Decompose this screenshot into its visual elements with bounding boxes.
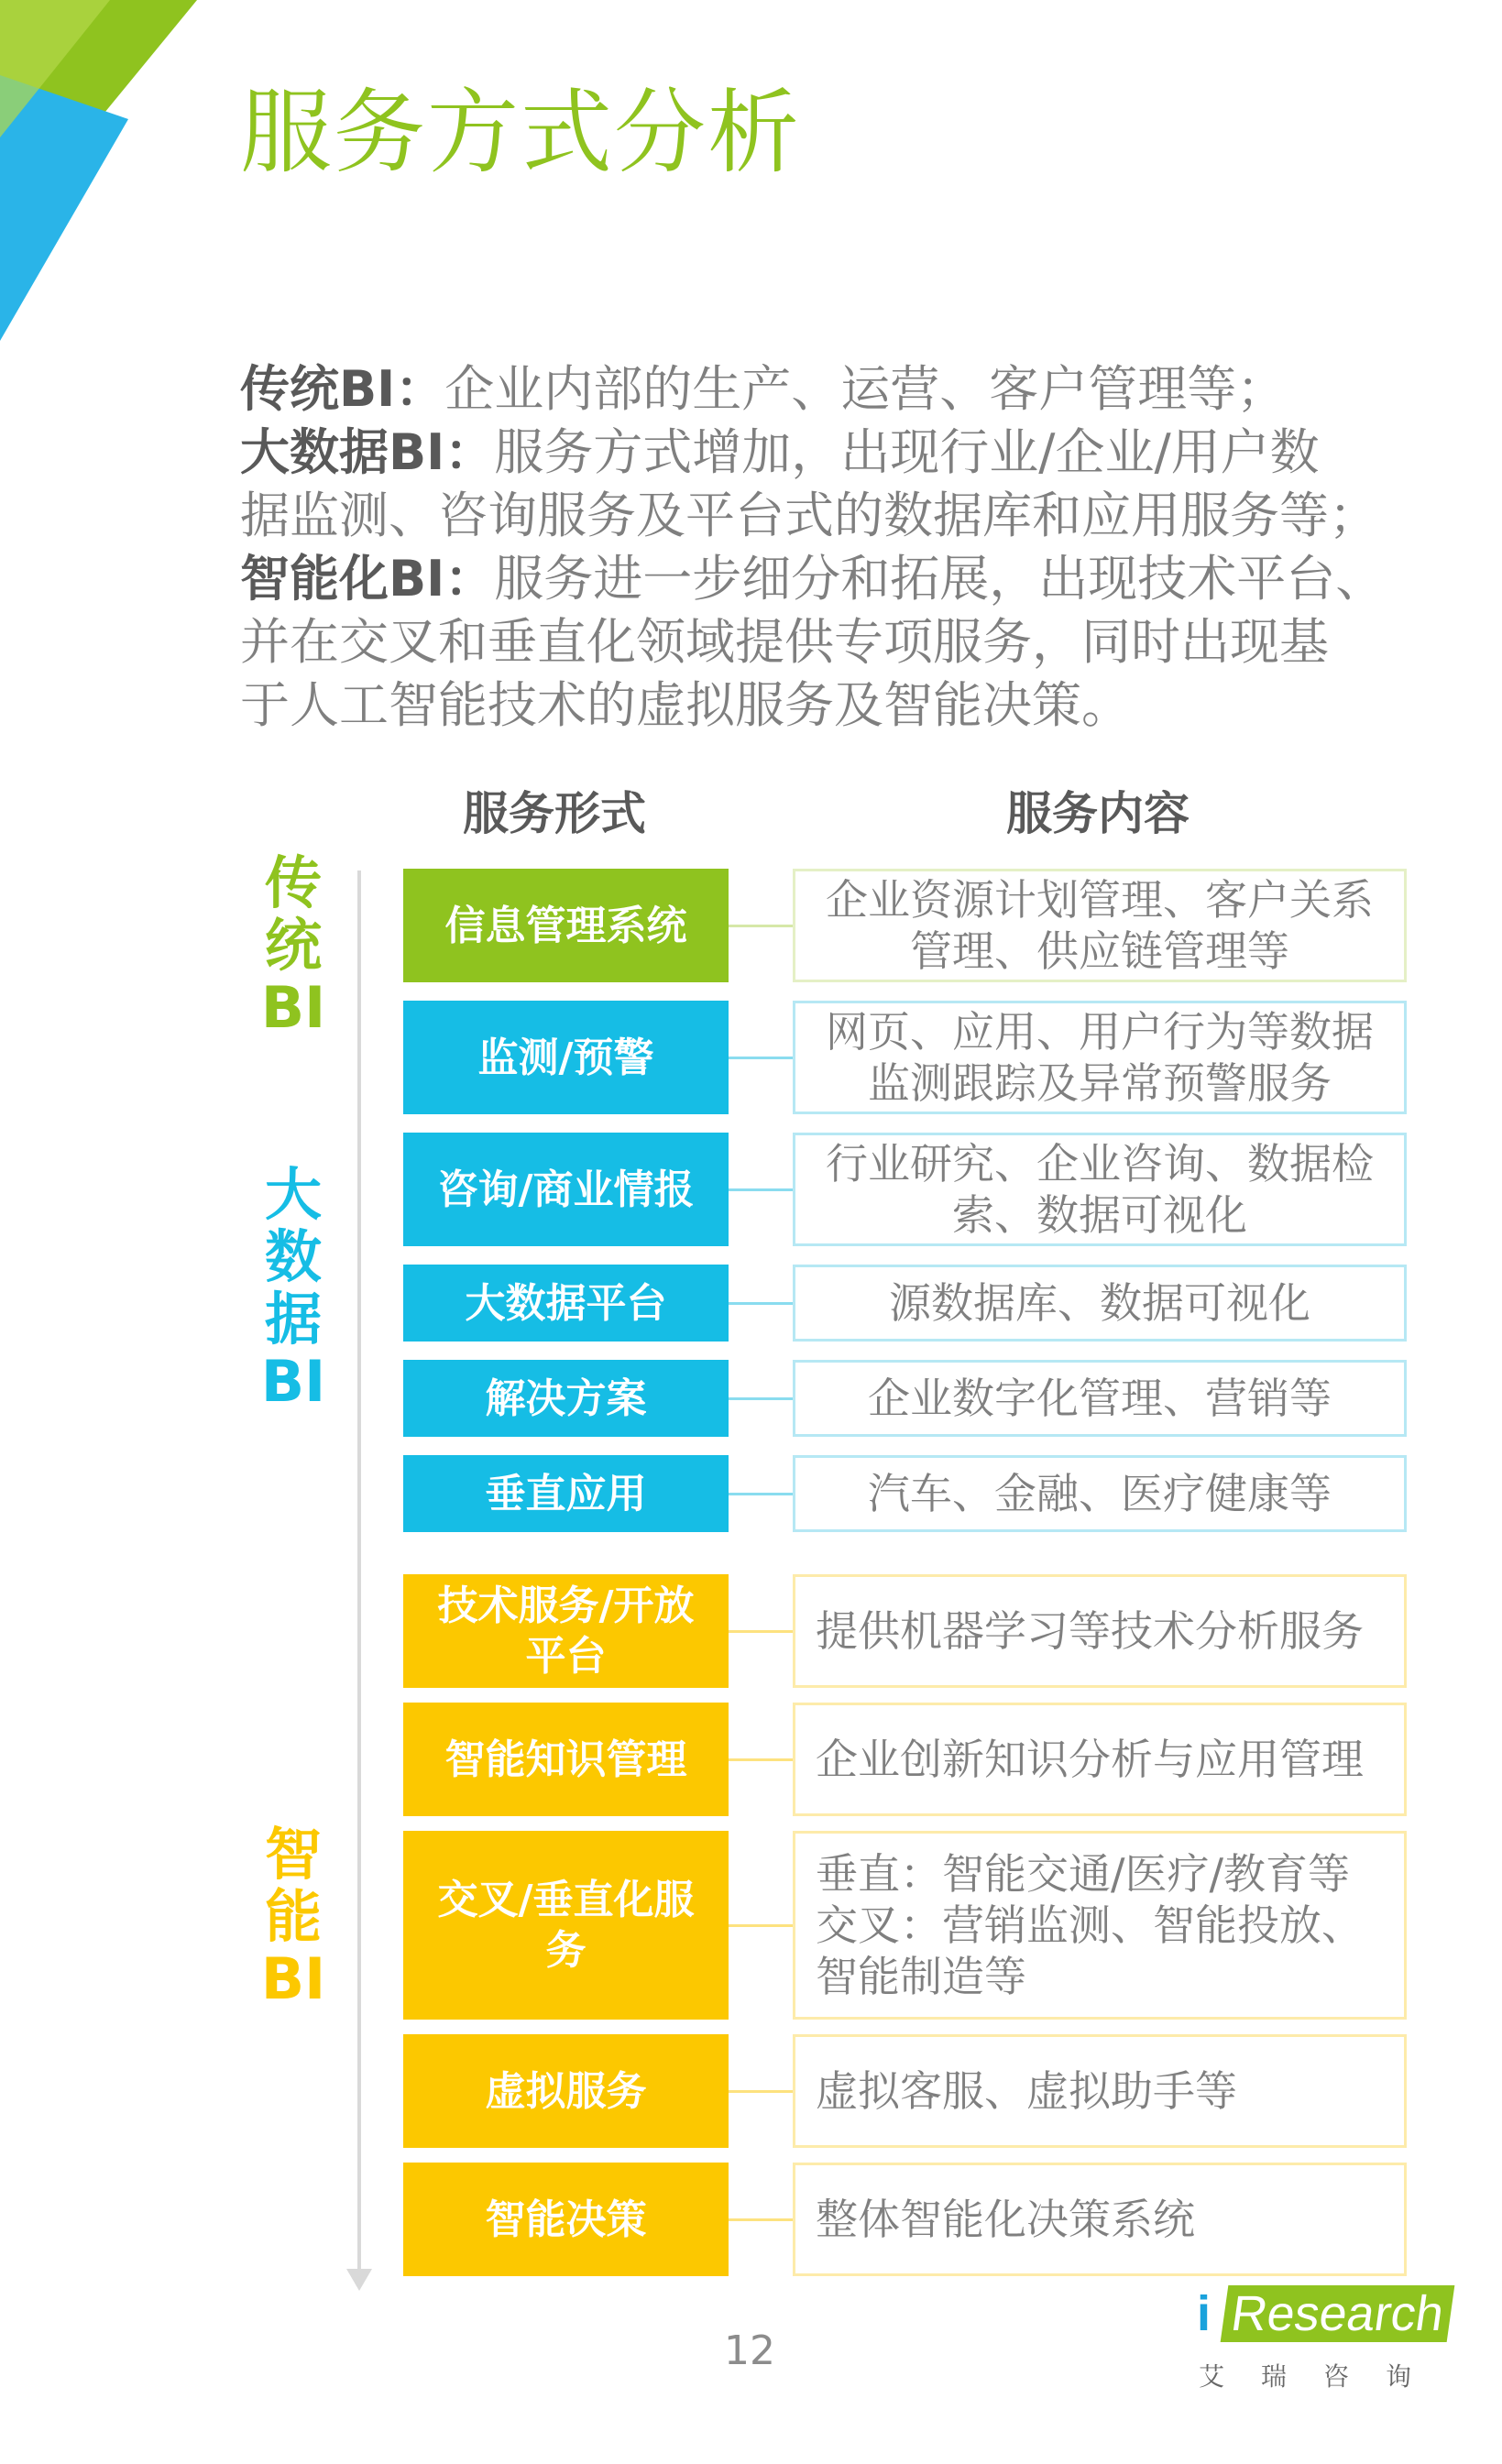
service-form-box (403, 1574, 729, 1688)
intro-bold-traditional: 传统BI： (240, 360, 445, 418)
service-content-box (793, 1455, 1407, 1532)
service-form-line: 交叉/垂直化服 (437, 1877, 695, 1923)
intro-bold-bigdata: 大数据BI： (240, 423, 495, 481)
logo-word: Research (1221, 2285, 1455, 2342)
service-content-box (793, 1133, 1407, 1246)
service-form-text (486, 1374, 647, 1424)
service-form-box (403, 1360, 729, 1437)
connector-line (729, 1057, 793, 1059)
service-content-text (816, 2065, 1237, 2117)
service-content-line: 整体智能化决策系统 (816, 2195, 1195, 2244)
service-content-text (826, 1006, 1374, 1109)
service-form-box (403, 1265, 729, 1342)
service-form-line: 解决方案 (485, 1374, 647, 1422)
service-form-line: 技术服务/开放 (437, 1582, 695, 1629)
service-form-line: 信息管理系统 (444, 902, 687, 949)
service-content-text (816, 1848, 1364, 2002)
service-form-box (403, 2034, 729, 2148)
service-content-box (793, 1001, 1407, 1114)
service-form-text (437, 1875, 694, 1976)
service-content-text (826, 1138, 1374, 1241)
service-content-text (816, 2194, 1195, 2245)
service-form-text (437, 1165, 694, 1215)
service-content-line: 行业研究、企业咨询、数据检 (826, 1139, 1374, 1188)
category-char: BI (260, 974, 326, 1041)
service-content-line: 源数据库、数据可视化 (889, 1278, 1310, 1328)
connector-line (729, 2090, 793, 2093)
connector-line (729, 925, 793, 927)
page-number: 12 (724, 2327, 775, 2374)
timeline-line (357, 871, 361, 2272)
service-content-line: 监测跟踪及异常预警服务 (868, 1058, 1332, 1108)
timeline-arrow-icon (346, 2269, 372, 2291)
category-char: 能 (264, 1883, 322, 1950)
page-title: 服务方式分析 (240, 79, 801, 186)
category-char: 统 (264, 912, 322, 979)
category-char: 据 (264, 1286, 322, 1352)
service-content-line: 网页、应用、用户行为等数据 (826, 1007, 1374, 1057)
service-form-line: 务 (545, 1927, 587, 1974)
service-content-line: 垂直：智能交通/医疗/教育等 (816, 1849, 1350, 1899)
service-content-line: 交叉：营销监测、智能投放、 (816, 1900, 1364, 1950)
service-form-line: 平台 (525, 1633, 607, 1680)
intro-line: 于人工智能技术的虚拟服务及智能决策。 (240, 676, 1131, 734)
service-form-line: 智能知识管理 (444, 1736, 687, 1783)
service-form-box (403, 1831, 729, 2020)
service-form-line: 大数据平台 (465, 1279, 667, 1327)
service-content-box (793, 869, 1407, 982)
category-char: 大 (264, 1161, 322, 1228)
service-content-line: 企业资源计划管理、客户关系 (826, 875, 1374, 925)
service-form-box (403, 1455, 729, 1532)
service-form-box (403, 1001, 729, 1114)
service-form-line: 监测/预警 (477, 1034, 654, 1081)
connector-line (729, 1397, 793, 1400)
connector-line (729, 2218, 793, 2221)
service-form-text (466, 1278, 667, 1329)
category-char: BI (260, 1348, 326, 1415)
connector-line (729, 1924, 793, 1927)
service-content-box (793, 1703, 1407, 1816)
service-form-line: 垂直应用 (485, 1470, 647, 1517)
category-intelligent-bi (252, 1823, 334, 2010)
logo-chinese-name: 艾瑞咨询 (1199, 2361, 1449, 2392)
header-service-content: 服务内容 (1006, 787, 1190, 840)
intro-text: 企业内部的生产、运营、客户管理等； (444, 360, 1287, 418)
service-form-box (403, 869, 729, 982)
category-traditional-bi (252, 849, 334, 1041)
connector-line (729, 1188, 793, 1191)
service-content-box (793, 1831, 1407, 2020)
intro-text: 服务方式增加，出现行业/企业/用户数 (494, 423, 1320, 481)
service-content-text (816, 1734, 1364, 1785)
category-char: BI (260, 1945, 326, 2012)
service-content-text (826, 874, 1374, 977)
service-form-text (445, 901, 687, 951)
connector-line (729, 1302, 793, 1305)
service-form-line: 咨询/商业情报 (437, 1166, 695, 1213)
service-form-text (486, 2195, 647, 2245)
intro-line (240, 421, 1450, 484)
header-service-form: 服务形式 (463, 787, 646, 840)
service-content-line: 索、数据可视化 (952, 1190, 1247, 1240)
intro-line: 据监测、咨询服务及平台式的数据库和应用服务等； (240, 487, 1378, 544)
intro-text: 服务进一步细分和拓展，出现技术平台、 (494, 550, 1386, 608)
service-content-text (868, 1373, 1332, 1424)
service-content-line: 企业数字化管理、营销等 (868, 1374, 1332, 1423)
service-form-text (486, 1469, 647, 1519)
category-char: 传 (264, 849, 322, 916)
service-content-box (793, 2034, 1407, 2148)
service-content-text (889, 1277, 1310, 1329)
service-form-line: 智能决策 (485, 2196, 647, 2243)
connector-line (729, 1493, 793, 1495)
intro-paragraph (240, 357, 1450, 737)
service-content-box (793, 2163, 1407, 2276)
service-content-text (816, 1605, 1364, 1657)
connector-line (729, 1630, 793, 1633)
intro-line (240, 357, 1450, 421)
iresearch-logo (1191, 2272, 1449, 2392)
service-form-text (437, 1581, 694, 1681)
service-content-line: 汽车、金融、医疗健康等 (868, 1469, 1332, 1518)
service-content-box (793, 1574, 1407, 1688)
corner-decoration (0, 0, 220, 348)
service-form-text (477, 1033, 653, 1083)
service-form-box (403, 1703, 729, 1816)
service-content-box (793, 1265, 1407, 1342)
connector-line (729, 1758, 793, 1761)
category-char: 数 (264, 1223, 322, 1290)
service-content-line: 智能制造等 (816, 1952, 1026, 2001)
intro-bold-intelligent: 智能化BI： (240, 550, 495, 608)
service-content-line: 企业创新知识分析与应用管理 (816, 1735, 1364, 1784)
service-content-line: 虚拟客服、虚拟助手等 (816, 2066, 1237, 2116)
service-form-box (403, 2163, 729, 2276)
intro-line (240, 547, 1450, 610)
service-content-box (793, 1360, 1407, 1437)
service-form-text (486, 2066, 647, 2117)
service-content-text (868, 1468, 1332, 1519)
service-form-text (445, 1735, 687, 1785)
category-bigdata-bi (252, 1161, 334, 1415)
service-content-line: 管理、供应链管理等 (910, 926, 1289, 976)
service-form-box (403, 1133, 729, 1246)
service-form-line: 虚拟服务 (485, 2067, 647, 2115)
intro-line: 并在交叉和垂直化领域提供专项服务，同时出现基 (240, 613, 1329, 671)
category-char: 智 (264, 1821, 322, 1888)
service-content-line: 提供机器学习等技术分析服务 (816, 1606, 1364, 1656)
logo-i: i (1197, 2286, 1211, 2341)
